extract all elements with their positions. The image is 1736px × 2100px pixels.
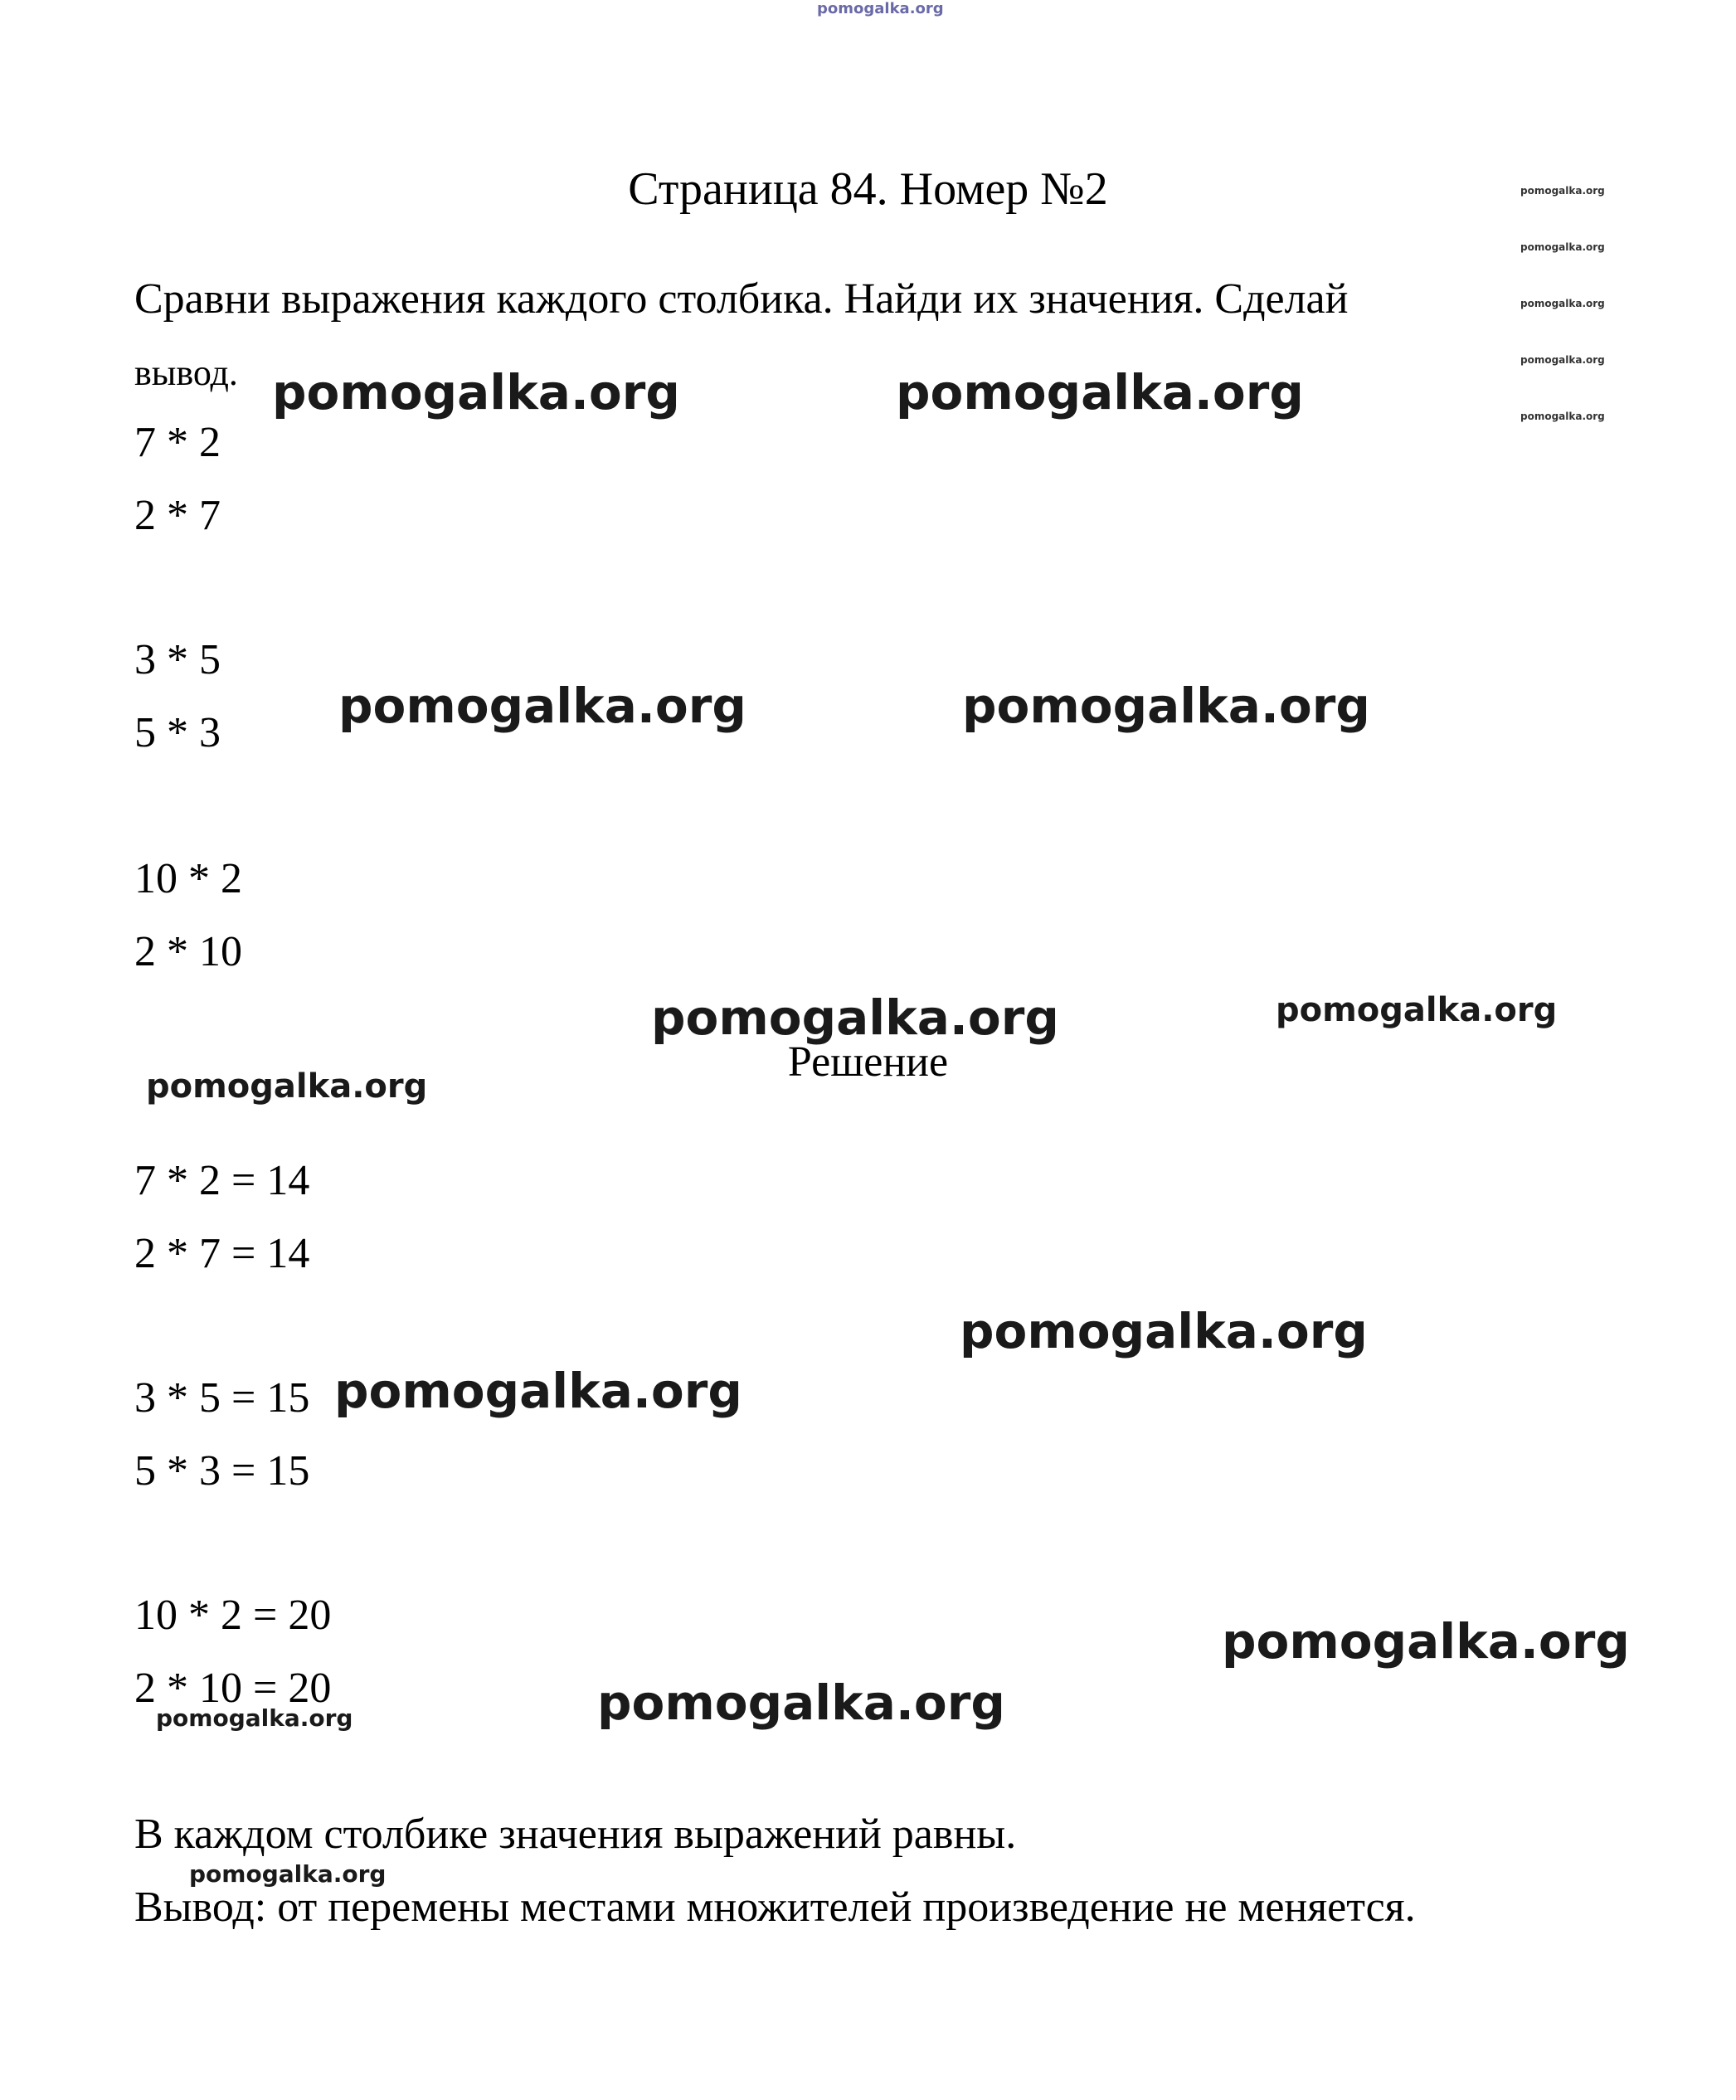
watermark-tiny-3: pomogalka.org <box>1520 298 1605 309</box>
watermark-tiny-4: pomogalka.org <box>1520 354 1605 366</box>
watermark-8: pomogalka.org <box>960 1303 1368 1359</box>
expression-6: 2 * 10 <box>134 928 242 975</box>
watermark-10: pomogalka.org <box>1222 1613 1630 1670</box>
task-text-line-2: вывод. <box>134 352 238 393</box>
watermark-tiny-5: pomogalka.org <box>1520 411 1605 422</box>
expression-3: 3 * 5 <box>134 636 221 683</box>
watermark-tiny-2: pomogalka.org <box>1520 241 1605 253</box>
watermark-12: pomogalka.org <box>597 1675 1005 1731</box>
watermark-3: pomogalka.org <box>338 678 746 734</box>
watermark-top: pomogalka.org <box>817 0 944 17</box>
solution-result-6: 2 * 10 = 20 <box>134 1665 332 1712</box>
solution-result-3: 3 * 5 = 15 <box>134 1374 310 1422</box>
expression-2: 2 * 7 <box>134 492 221 539</box>
watermark-2: pomogalka.org <box>896 364 1304 420</box>
solution-result-2: 2 * 7 = 14 <box>134 1230 310 1277</box>
solution-result-4: 5 * 3 = 15 <box>134 1447 310 1495</box>
watermark-1: pomogalka.org <box>272 364 680 420</box>
watermark-11: pomogalka.org <box>156 1704 353 1732</box>
watermark-5: pomogalka.org <box>651 989 1059 1046</box>
observation-text: В каждом столбике значения выражений равны. <box>134 1811 1017 1858</box>
conclusion-text: Вывод: от перемены местами множителей произведение не меняется. <box>134 1884 1416 1931</box>
solution-result-1: 7 * 2 = 14 <box>134 1157 310 1204</box>
watermark-6: pomogalka.org <box>1276 991 1558 1029</box>
watermark-4: pomogalka.org <box>962 678 1370 734</box>
page-title: Страница 84. Номер №2 <box>628 163 1108 215</box>
solution-result-5: 10 * 2 = 20 <box>134 1592 332 1639</box>
watermark-7: pomogalka.org <box>146 1067 428 1106</box>
watermark-tiny-1: pomogalka.org <box>1520 185 1605 197</box>
expression-1: 7 * 2 <box>134 419 221 466</box>
expression-5: 10 * 2 <box>134 855 242 902</box>
solution-heading: Решение <box>787 1038 949 1086</box>
watermark-9: pomogalka.org <box>334 1363 742 1419</box>
expression-4: 5 * 3 <box>134 709 221 756</box>
task-text-line-1: Сравни выражения каждого столбика. Найди их значения. Сделай <box>134 275 1349 323</box>
watermark-13: pomogalka.org <box>189 1860 387 1888</box>
